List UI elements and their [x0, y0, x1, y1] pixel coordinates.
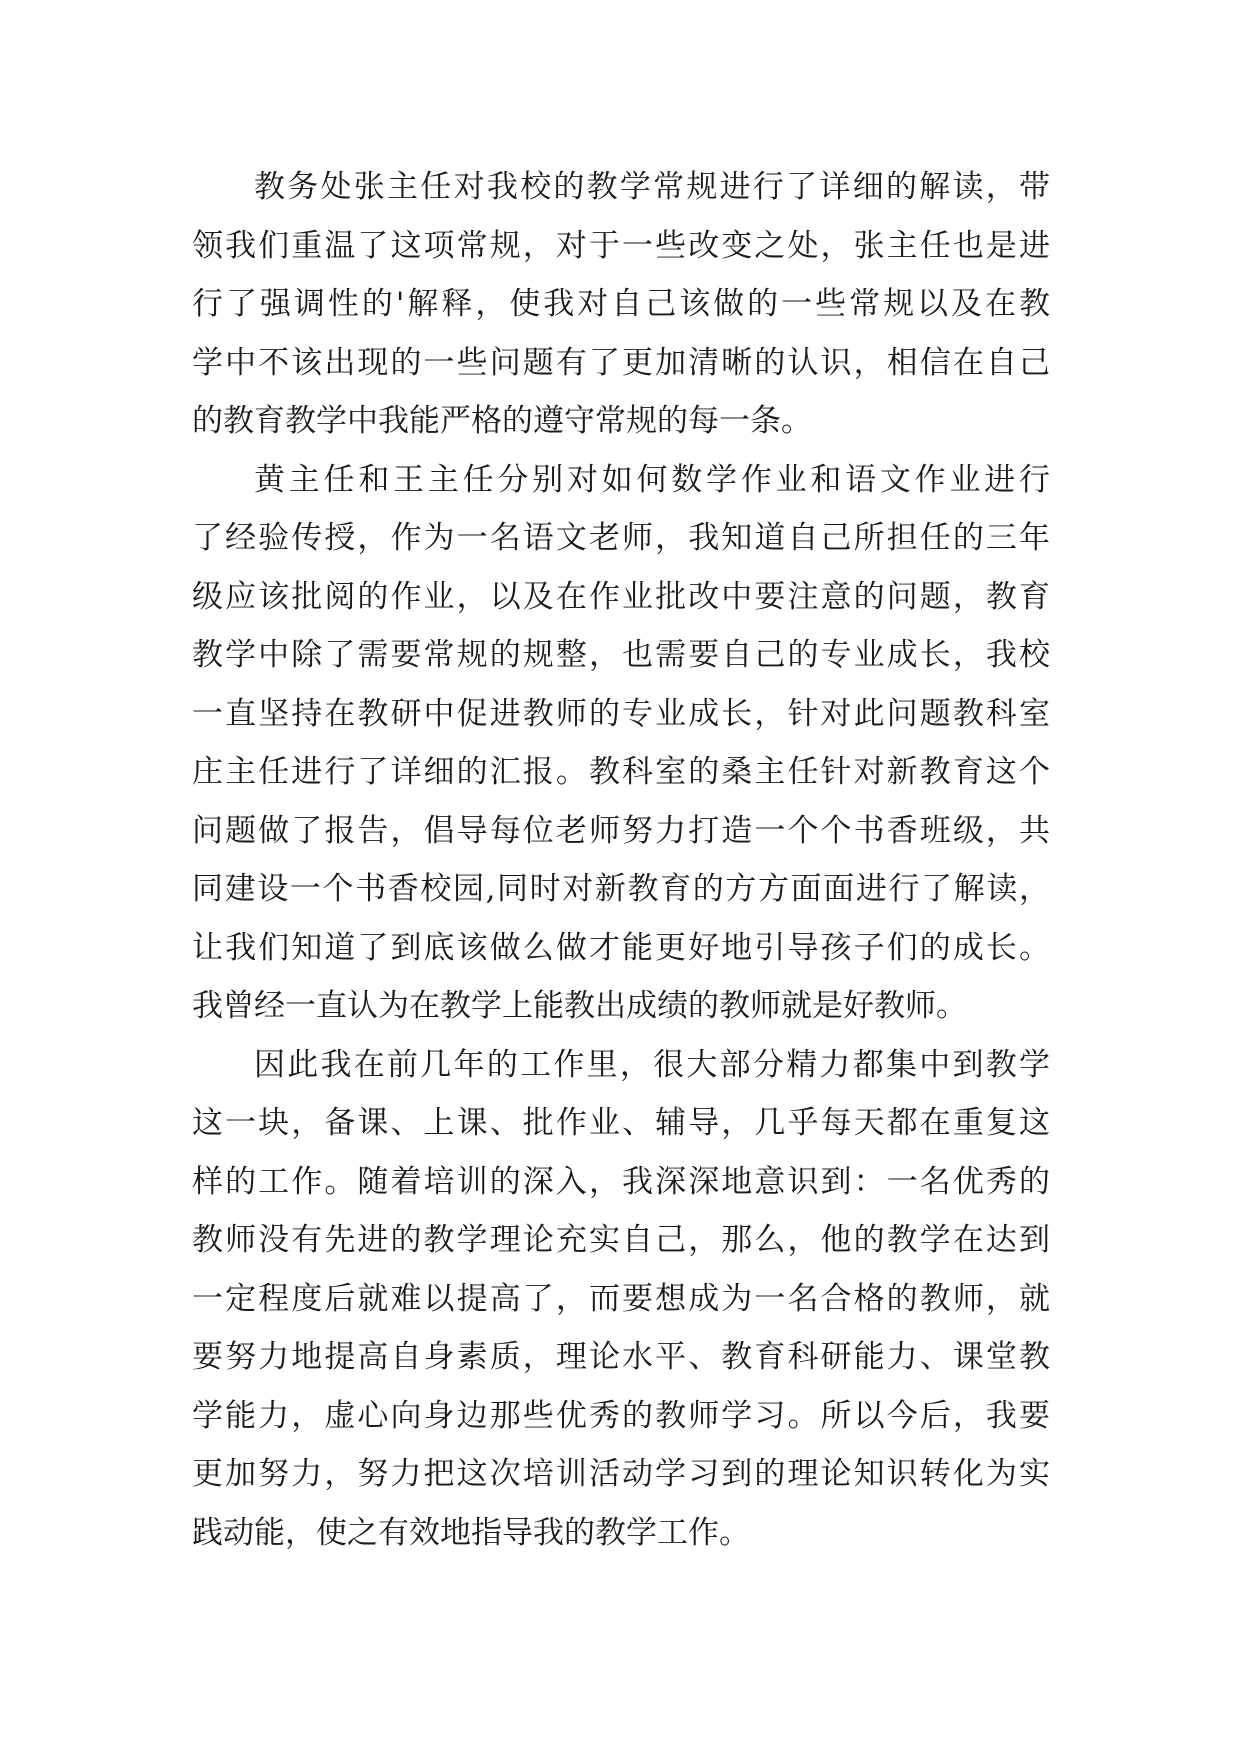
text-line: 践动能，使之有效地指导我的教学工作。 [192, 1514, 750, 1551]
text-line: 同建设一个书香校园,同时对新教育的方方面面进行了解读， [192, 871, 1050, 907]
text-line: 教务处张主任对我校的教学常规进行了详细的解读，带 [254, 169, 1050, 205]
text-line: 学中不该出现的一些问题有了更加清晰的认识，相信在自己 [192, 344, 1050, 381]
text-line: 级应该批阅的作业，以及在作业批改中要注意的问题，教育 [192, 578, 1050, 615]
text-line: 教师没有先进的教学理论充实自己，那么，他的教学在达到 [192, 1222, 1050, 1258]
text-line: 因此我在前几年的工作里，很大部分精力都集中到教学 [254, 1046, 1050, 1083]
text-line: 一定程度后就难以提高了，而要想成为一名合格的教师，就 [192, 1280, 1050, 1317]
paragraph-3 [192, 1036, 1050, 1563]
text-line: 更加努力，努力把这次培训活动学习到的理论知识转化为实 [192, 1456, 1050, 1492]
text-line: 一直坚持在教研中促进教师的专业成长，针对此问题教科室 [192, 695, 1050, 732]
text-line: 领我们重温了这项常规，对于一些改变之处，张主任也是进 [192, 227, 1050, 264]
text-line: 我曾经一直认为在教学上能教出成绩的教师就是好教师。 [192, 988, 967, 1024]
text-line: 要努力地提高自身素质，理论水平、教育科研能力、课堂教 [192, 1339, 1050, 1375]
paragraph-2 [192, 451, 1050, 1036]
text-line: 让我们知道了到底该做么做才能更好地引导孩子们的成长。 [192, 929, 1050, 966]
text-line: 问题做了报告，倡导每位老师努力打造一个个书香班级，共 [192, 812, 1050, 849]
document-body [192, 158, 1050, 1562]
text-line: 行了强调性的'解释，使我对自己该做的一些常规以及在教 [192, 286, 1050, 322]
text-line: 黄主任和王主任分别对如何数学作业和语文作业进行 [254, 461, 1050, 498]
text-line: 庄主任进行了详细的汇报。教科室的桑主任针对新教育这个 [192, 754, 1050, 790]
text-line: 的教育教学中我能严格的遵守常规的每一条。 [192, 403, 812, 439]
text-line: 教学中除了需要常规的规整，也需要自己的专业成长，我校 [192, 637, 1050, 673]
paragraph-1 [192, 158, 1050, 451]
text-line: 学能力，虚心向身边那些优秀的教师学习。所以今后，我要 [192, 1397, 1050, 1434]
text-line: 样的工作。随着培训的深入，我深深地意识到：一名优秀的 [192, 1163, 1050, 1200]
text-line: 了经验传授，作为一名语文老师，我知道自己所担任的三年 [192, 520, 1050, 556]
text-line: 这一块，备课、上课、批作业、辅导，几乎每天都在重复这 [192, 1105, 1050, 1141]
